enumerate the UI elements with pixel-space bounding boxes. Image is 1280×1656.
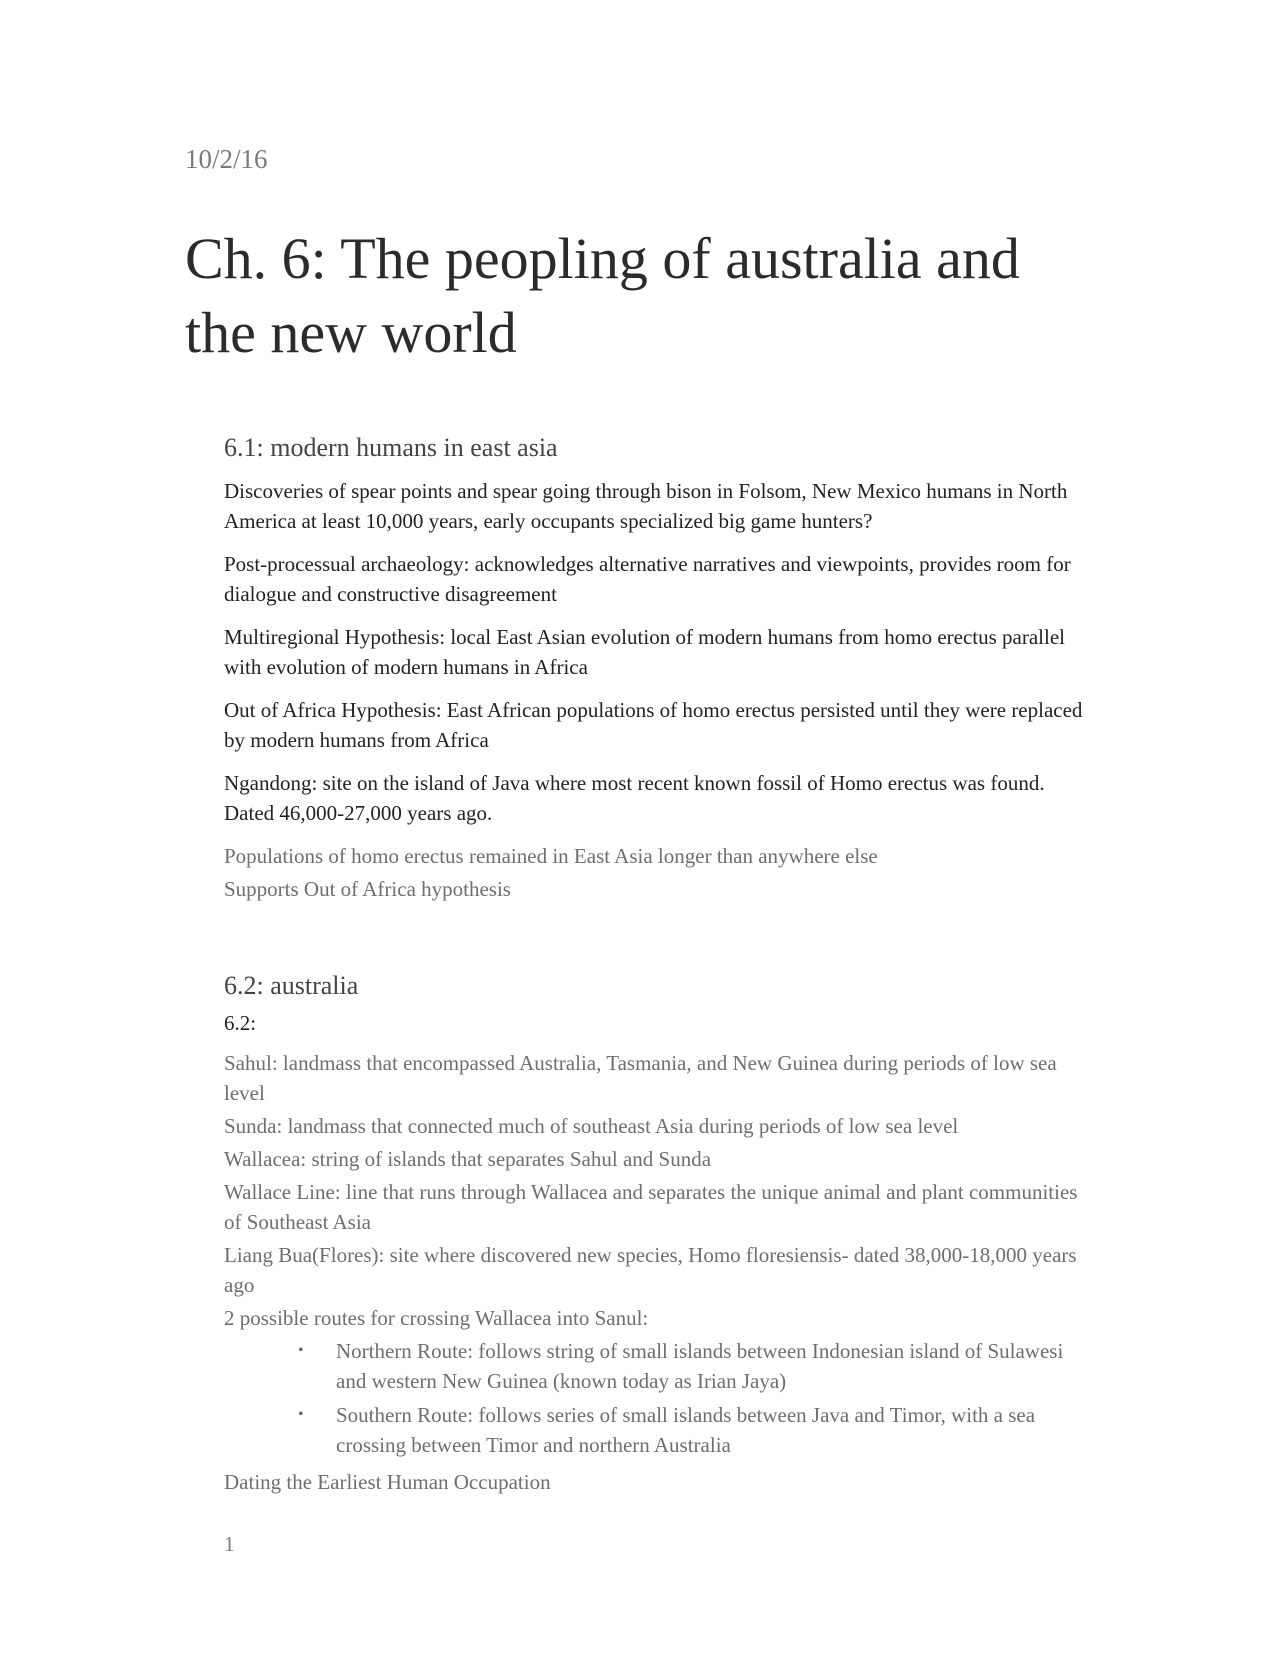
paragraph-dating: Dating the Earliest Human Occupation <box>224 1470 551 1494</box>
note-homo-erectus: Populations of homo erectus remained in East Asia longer than anywhere else <box>224 844 878 868</box>
paragraph-folsom: Discoveries of spear points and spear going through bison in Folsom, New Mexico humans in North America at least 10,000 years, early occupants specialized big game hunters? <box>224 479 1068 533</box>
paragraph-wallace-line: Wallace Line: line that runs through Wallacea and separates the unique animal and plant communities of Southeast Asia <box>224 1180 1078 1234</box>
section-heading: 6.2: australia <box>224 971 359 1000</box>
paragraph-multiregional: Multiregional Hypothesis: local East Asian evolution of modern humans from homo erectus parallel with evolution of modern humans in Africa <box>224 625 1065 679</box>
paragraph-routes: 2 possible routes for crossing Wallacea into Sanul: <box>224 1306 649 1330</box>
paragraph-liang-bua: Liang Bua(Flores): site where discovered new species, Homo floresiensis- dated 38,000-18,000 years ago <box>224 1243 1077 1297</box>
paragraph-sunda: Sunda: landmass that connected much of southeast Asia during periods of low sea level <box>224 1114 959 1138</box>
paragraph-wallacea: Wallacea: string of islands that separates Sahul and Sunda <box>224 1147 712 1171</box>
section-modern-humans-east-asia <box>224 432 1084 907</box>
section-heading: 6.1: modern humans in east asia <box>224 433 558 462</box>
list-item-southern-route <box>224 1400 1084 1460</box>
list-item-text: Northern Route: follows string of small islands between Indonesian island of Sulawesi and western New Guinea (known today as Irian Jaya) <box>336 1339 1064 1393</box>
section-australia <box>224 970 1084 1500</box>
list-item-text: Southern Route: follows series of small islands between Java and Timor, with a sea crossing between Timor and northern Australia <box>336 1403 1036 1457</box>
paragraph-out-of-africa: Out of Africa Hypothesis: East African populations of homo erectus persisted until they were replaced by modern humans from Africa <box>224 698 1083 752</box>
paragraph-post-processual: Post-processual archaeology: acknowledges alternative narratives and viewpoints, provides room for dialogue and constructive disagreement <box>224 552 1071 606</box>
document-title: Ch. 6: The peopling of australia and the new world <box>185 226 1020 365</box>
page-number: 1 <box>224 1532 235 1556</box>
section-subheading: 6.2: <box>224 1011 257 1035</box>
bullet-icon: • <box>298 1406 304 1423</box>
note-supports-out-of-africa: Supports Out of Africa hypothesis <box>224 877 511 901</box>
list-item-northern-route <box>224 1336 1084 1396</box>
routes-list <box>224 1336 1084 1460</box>
document-date: 10/2/16 <box>185 144 268 174</box>
paragraph-ngandong: Ngandong: site on the island of Java where most recent known fossil of Homo erectus was found. Dated 46,000-27,000 years ago. <box>224 771 1045 825</box>
paragraph-sahul: Sahul: landmass that encompassed Australia, Tasmania, and New Guinea during periods of low sea level <box>224 1051 1057 1105</box>
bullet-icon: • <box>298 1342 304 1359</box>
